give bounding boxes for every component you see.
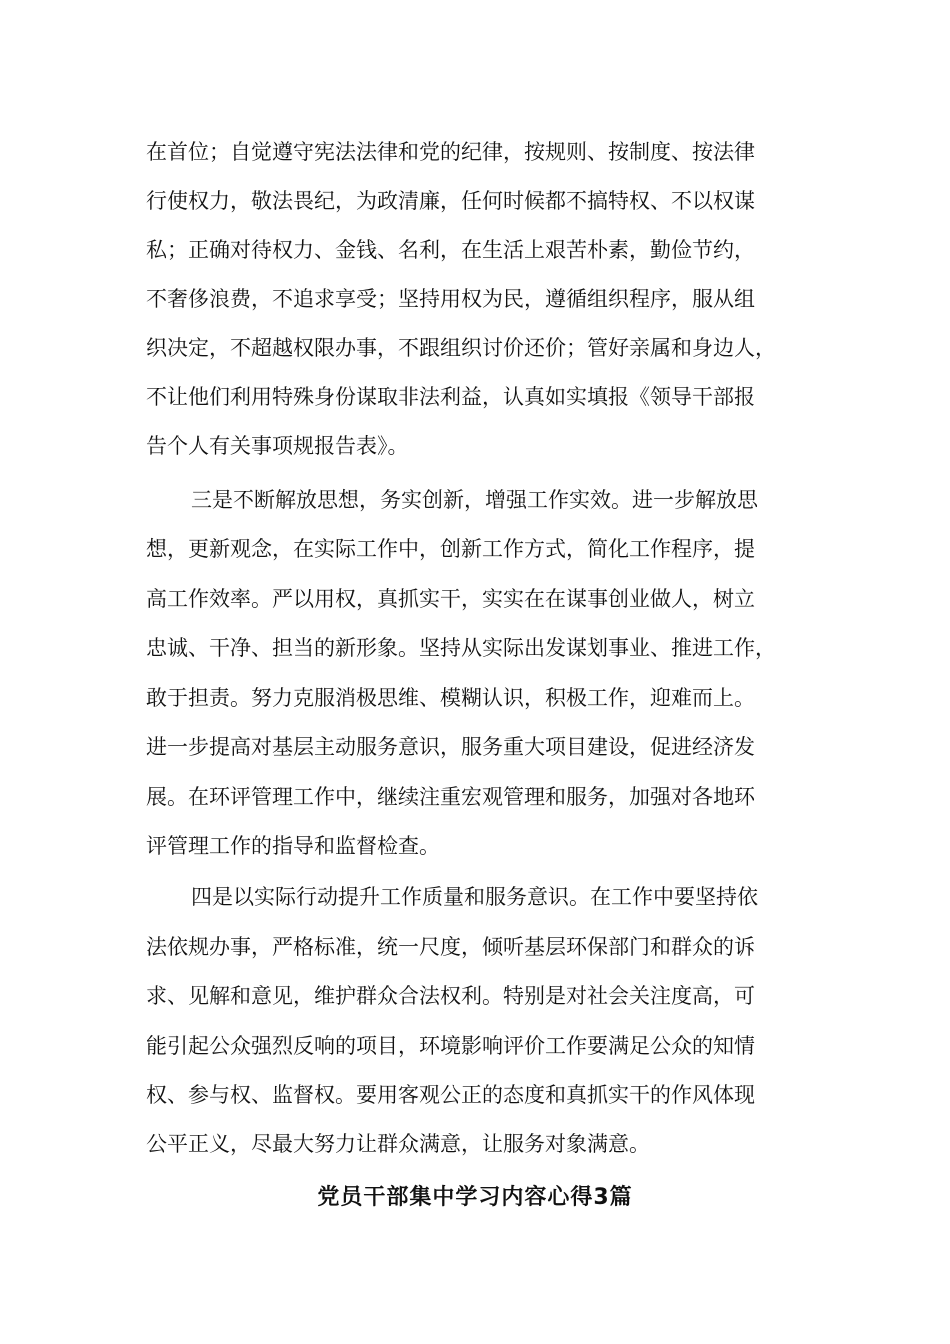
body-text-line: 私；正确对待权力、金钱、名利，在生活上艰苦朴素，勤俭节约， (146, 238, 755, 262)
body-text-line: 评管理工作的指导和监督检查。 (146, 834, 440, 858)
body-text-line: 权、参与权、监督权。要用客观公正的态度和真抓实干的作风体现 (146, 1083, 755, 1107)
body-text-line: 行使权力，敬法畏纪，为政清廉，任何时候都不搞特权、不以权谋 (146, 189, 755, 213)
body-text-line: 不让他们利用特殊身份谋取非法利益，认真如实填报《领导干部报 (146, 385, 755, 409)
body-text-line: 在首位；自觉遵守宪法法律和党的纪律，按规则、按制度、按法律 (146, 140, 755, 164)
body-text-line: 公平正义，尽最大努力让群众满意，让服务对象满意。 (146, 1132, 650, 1156)
body-text-line: 能引起公众强烈反响的项目，环境影响评价工作要满足公众的知情 (146, 1034, 755, 1058)
body-text-line: 不奢侈浪费，不追求享受；坚持用权为民，遵循组织程序，服从组 (146, 287, 755, 311)
body-text-line: 敢于担责。努力克服消极思维、模糊认识，积极工作，迎难而上。 (146, 686, 755, 710)
body-text-line: 织决定，不超越权限办事，不跟组织讨价还价；管好亲属和身边人， (146, 336, 776, 360)
body-text-line: 想，更新观念，在实际工作中，创新工作方式，简化工作程序，提 (146, 537, 755, 561)
section-heading: 党员干部集中学习内容心得3篇 (317, 1185, 633, 1210)
paragraph-first-line: 四是以实际行动提升工作质量和服务意识。在工作中要坚持依 (191, 885, 758, 909)
body-text-line: 法依规办事，严格标准，统一尺度，倾听基层环保部门和群众的诉 (146, 935, 755, 959)
body-text-line: 求、见解和意见，维护群众合法权利。特别是对社会关注度高，可 (146, 984, 755, 1008)
body-text-line: 忠诚、干净、担当的新形象。坚持从实际出发谋划事业、推进工作， (146, 636, 776, 660)
body-text-line: 高工作效率。严以用权，真抓实干，实实在在谋事创业做人，树立 (146, 587, 755, 611)
body-text-line: 告个人有关事项规报告表》。 (146, 434, 409, 458)
body-text-line: 进一步提高对基层主动服务意识，服务重大项目建设，促进经济发 (146, 735, 755, 759)
body-text-line: 展。在环评管理工作中，继续注重宏观管理和服务，加强对各地环 (146, 785, 755, 809)
paragraph-first-line: 三是不断解放思想，务实创新，增强工作实效。进一步解放思 (191, 488, 758, 512)
